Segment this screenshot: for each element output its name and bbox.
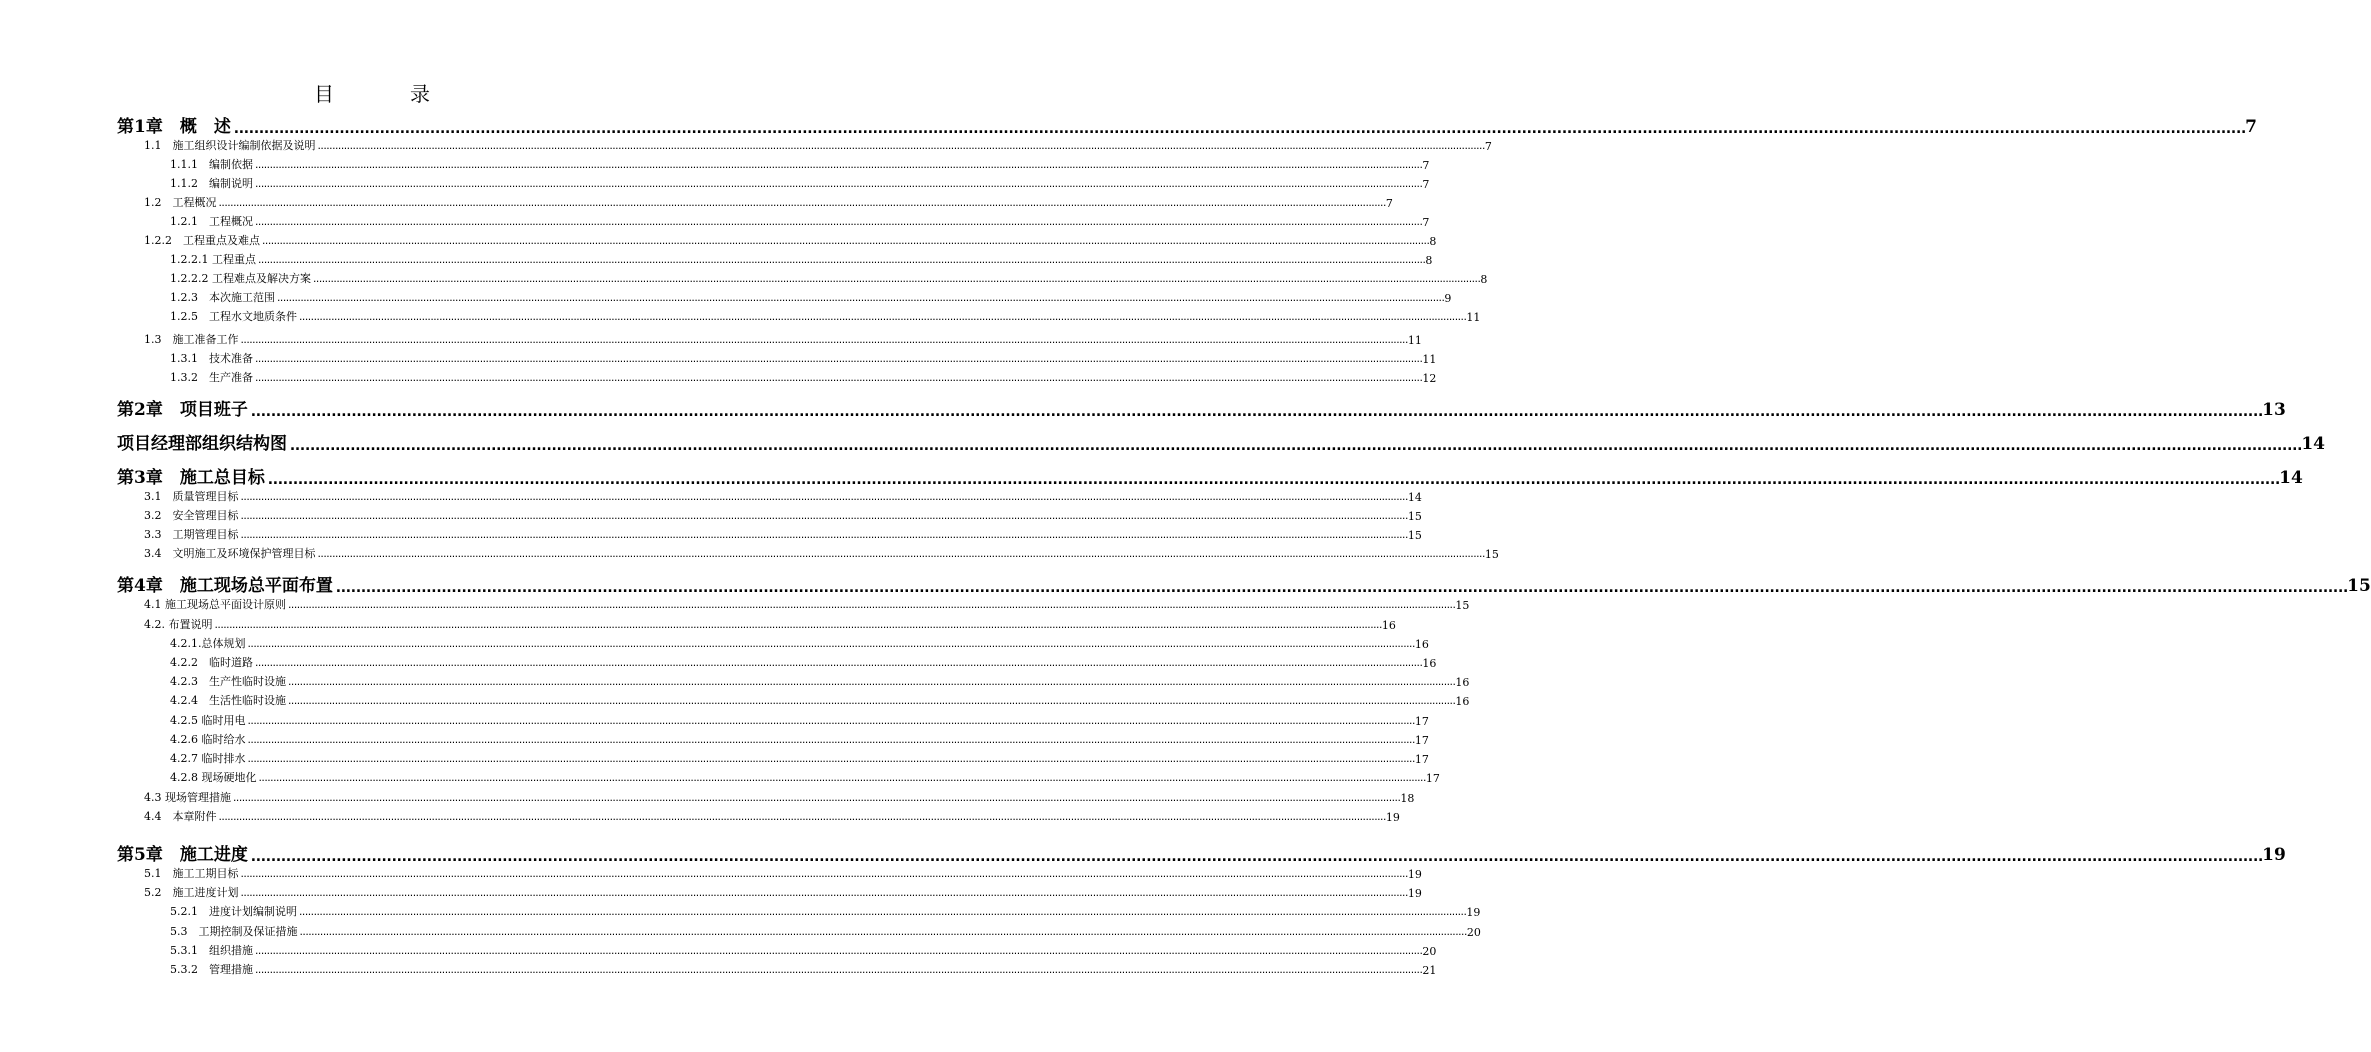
toc-entry-title: 第2章 项目班子 [117,400,248,420]
toc-entry-page: 18 [1400,792,1415,805]
toc-entry-title: 3.2 安全管理目标 [144,509,239,522]
dot-leader: ................................................................................................................................................................................................................................................................................................................................................................................................................ [232,794,1400,804]
toc-entry-title: 1.2.5 工程水文地质条件 [170,310,297,323]
dot-leader: ................................................................................................................................................................................................................................................................................................................................................................................................................ [239,512,1407,522]
toc-entry-title: 第5章 施工进度 [117,845,248,865]
toc-entry-page: 17 [1414,734,1429,747]
toc-entry-title: 4.3 现场管理措施 [144,791,231,804]
toc-entry-page: 14 [2301,434,2325,454]
dot-leader: ................................................................................................................................................................................................................................................................................................................................................................................................................ [298,928,1466,938]
dot-leader: ................................................................................................................................................................................................................................................................................................................................................................................................................ [217,199,1385,209]
dot-leader: ................................................................................................................................................................................................................................................................................................................................................................................................................ [254,947,1422,957]
dot-leader: ................................................................................................................................................................................................................................................................................................................................................................................................................ [239,531,1407,541]
toc-entry-title: 4.2.7 临时排水 [170,752,246,765]
toc-entry-title: 5.1 施工工期目标 [144,867,239,880]
toc-entry[interactable] [170,962,1437,977]
toc-entry[interactable] [170,214,1430,229]
toc-entry[interactable] [144,527,1422,542]
toc-entry-title: 5.2.1 进度计划编制说明 [170,905,297,918]
dot-leader: ................................................................................................................................................................................................................................................................................................................................................................................................................ [239,336,1407,346]
toc-entry-page: 21 [1422,964,1437,977]
toc-entry-title: 4.2.8 现场硬地化 [170,771,257,784]
toc-entry-page: 11 [1407,334,1422,347]
dot-leader: ................................................................................................................................................................................................................................................................................................................................................................................................................ [246,640,1414,650]
toc-entry[interactable] [170,636,1429,651]
dot-leader: ................................................................................................................................................................................................................................................................................................................................................................................................................ [276,294,1444,304]
toc-entry-title: 1.1.2 编制说明 [170,177,253,190]
toc-entry-title: 3.1 质量管理目标 [144,490,239,503]
toc-entry[interactable] [170,943,1437,958]
toc-entry-page: 7 [1385,197,1393,210]
dot-leader: ................................................................................................................................................................................................................................................................................................................................................................................................................ [248,847,2262,865]
dot-leader: ................................................................................................................................................................................................................................................................................................................................................................................................................ [246,717,1414,727]
dot-leader: ................................................................................................................................................................................................................................................................................................................................................................................................................ [246,755,1414,765]
dot-leader: ................................................................................................................................................................................................................................................................................................................................................................................................................ [248,402,2262,420]
toc-entry[interactable] [117,432,2325,454]
dot-leader: ................................................................................................................................................................................................................................................................................................................................................................................................................ [254,180,1422,190]
toc-entry-page: 19 [1466,906,1481,919]
toc-entry-title: 1.2.2.1 工程重点 [170,253,256,266]
toc-entry[interactable] [144,809,1400,824]
toc-entry-page: 20 [1422,945,1437,958]
toc-entry-title: 第4章 施工现场总平面布置 [117,576,333,596]
toc-entry-page: 11 [1422,353,1437,366]
dot-leader: ................................................................................................................................................................................................................................................................................................................................................................................................................ [298,313,1466,323]
toc-entry-title: 4.1 施工现场总平面设计原则 [144,598,286,611]
toc-entry-title: 4.2.3 生产性临时设施 [170,675,286,688]
toc-entry-page: 16 [1414,638,1429,651]
toc-entry[interactable] [144,508,1422,523]
toc-entry-page: 11 [1466,311,1481,324]
toc-entry-page: 8 [1429,235,1437,248]
dot-leader: ................................................................................................................................................................................................................................................................................................................................................................................................................ [333,578,2347,596]
toc-entry[interactable] [170,252,1433,267]
toc-entry-title: 项目经理部组织结构图 [117,434,287,454]
toc-entry-page: 17 [1414,753,1429,766]
toc-entry-page: 15 [1455,599,1470,612]
toc-entry[interactable] [144,885,1422,900]
toc-entry-title: 5.3.2 管理措施 [170,963,253,976]
toc-entry-page: 8 [1480,273,1488,286]
toc-entry[interactable] [170,290,1452,305]
dot-leader: ................................................................................................................................................................................................................................................................................................................................................................................................................ [254,966,1422,976]
toc-entry-title: 5.3.1 组织措施 [170,944,253,957]
toc-entry-title: 1.3 施工准备工作 [144,333,239,346]
toc-entry[interactable] [170,924,1481,939]
toc-entry-page: 19 [1385,811,1400,824]
toc-entry-page: 17 [1414,715,1429,728]
dot-leader: ................................................................................................................................................................................................................................................................................................................................................................................................................ [316,142,1484,152]
toc-entry-page: 7 [1422,216,1430,229]
toc-entry-title: 4.2.5 临时用电 [170,714,246,727]
toc-entry[interactable] [170,732,1429,747]
dot-leader: ................................................................................................................................................................................................................................................................................................................................................................................................................ [287,697,1455,707]
toc-entry[interactable] [170,351,1437,366]
toc-entry-title: 1.2.3 本次施工范围 [170,291,275,304]
dot-leader: ................................................................................................................................................................................................................................................................................................................................................................................................................ [254,355,1422,365]
toc-entry-title: 1.3.1 技术准备 [170,352,253,365]
toc-entry-page: 15 [1407,510,1422,523]
toc-entry-page: 15 [1484,548,1499,561]
dot-leader: ................................................................................................................................................................................................................................................................................................................................................................................................................ [254,659,1422,669]
dot-leader: ................................................................................................................................................................................................................................................................................................................................................................................................................ [257,774,1425,784]
toc-entry[interactable] [144,790,1415,805]
toc-entry[interactable] [144,546,1499,561]
dot-leader: ................................................................................................................................................................................................................................................................................................................................................................................................................ [261,237,1429,247]
toc-entry-page: 15 [2347,576,2371,596]
dot-leader: ................................................................................................................................................................................................................................................................................................................................................................................................................ [311,275,1480,285]
toc-entry[interactable] [170,693,1470,708]
toc-entry-title: 1.2.2.2 工程难点及解决方案 [170,272,311,285]
toc-entry-title: 第3章 施工总目标 [117,468,265,488]
toc-entry[interactable] [117,466,2303,488]
toc-entry-page: 19 [1407,868,1422,881]
toc-entry-title: 1.1 施工组织设计编制依据及说明 [144,139,316,152]
toc-entry[interactable] [170,370,1437,385]
toc-entry-title: 4.4 本章附件 [144,810,217,823]
toc-entry-title: 1.1.1 编制依据 [170,158,253,171]
toc-entry-page: 13 [2262,400,2286,420]
toc-entry[interactable] [117,843,2286,865]
toc-entry[interactable] [144,489,1422,504]
toc-entry[interactable] [170,751,1429,766]
toc-entry-title: 1.2.2 工程重点及难点 [144,234,260,247]
toc-entry-title: 1.2 工程概况 [144,196,217,209]
dot-leader: ................................................................................................................................................................................................................................................................................................................................................................................................................ [256,256,1425,266]
toc-entry[interactable] [170,271,1488,286]
toc-entry-page: 19 [1407,887,1422,900]
toc-entry-title: 3.3 工期管理目标 [144,528,239,541]
toc-entry[interactable] [144,617,1396,632]
toc-entry-title: 1.3.2 生产准备 [170,371,253,384]
toc-entry[interactable] [144,597,1470,612]
dot-leader: ................................................................................................................................................................................................................................................................................................................................................................................................................ [298,908,1466,918]
toc-entry-title: 4.2.1.总体规划 [170,637,246,650]
toc-entry-title: 4.2.2 临时道路 [170,656,253,669]
dot-leader: ................................................................................................................................................................................................................................................................................................................................................................................................................ [239,870,1407,880]
toc-entry[interactable] [144,195,1393,210]
dot-leader: ................................................................................................................................................................................................................................................................................................................................................................................................................ [265,470,2279,488]
dot-leader: ................................................................................................................................................................................................................................................................................................................................................................................................................ [213,621,1381,631]
toc-entry-page: 20 [1466,926,1481,939]
toc-entry-page: 15 [1407,529,1422,542]
toc-entry-page: 16 [1422,657,1437,670]
dot-leader: ................................................................................................................................................................................................................................................................................................................................................................................................................ [316,550,1484,560]
toc-entry[interactable] [144,138,1492,153]
dot-leader: ................................................................................................................................................................................................................................................................................................................................................................................................................ [254,161,1422,171]
dot-leader: ................................................................................................................................................................................................................................................................................................................................................................................................................ [217,813,1385,823]
toc-entry-page: 16 [1455,695,1470,708]
toc-entry[interactable] [170,176,1430,191]
dot-leader: ................................................................................................................................................................................................................................................................................................................................................................................................................ [231,119,2245,137]
toc-entry-page: 17 [1425,772,1440,785]
toc-entry[interactable] [117,115,2257,137]
toc-entry[interactable] [170,655,1437,670]
toc-entry-page: 12 [1422,372,1437,385]
toc-entry-title: 5.3 工期控制及保证措施 [170,925,298,938]
toc-entry[interactable] [170,713,1429,728]
page-title: 目 录 [314,82,458,106]
dot-leader: ................................................................................................................................................................................................................................................................................................................................................................................................................ [288,436,2301,454]
toc-entry-title: 4.2. 布置说明 [144,618,213,631]
dot-leader: ................................................................................................................................................................................................................................................................................................................................................................................................................ [287,601,1455,611]
toc-entry-page: 7 [1484,140,1492,153]
toc-entry-page: 7 [2245,117,2257,137]
toc-entry[interactable] [144,866,1422,881]
toc-entry[interactable] [170,309,1481,324]
toc-entry-title: 1.2.1 工程概况 [170,215,253,228]
toc-entry-page: 16 [1455,676,1470,689]
toc-entry[interactable] [170,674,1470,689]
dot-leader: ................................................................................................................................................................................................................................................................................................................................................................................................................ [239,889,1407,899]
toc-entry-page: 14 [1407,491,1422,504]
toc-entry-title: 3.4 文明施工及环境保护管理目标 [144,547,316,560]
toc-entry[interactable] [117,398,2286,420]
dot-leader: ................................................................................................................................................................................................................................................................................................................................................................................................................ [246,736,1414,746]
toc-entry-page: 7 [1422,159,1430,172]
dot-leader: ................................................................................................................................................................................................................................................................................................................................................................................................................ [287,678,1455,688]
toc-entry-page: 8 [1425,254,1433,267]
dot-leader: ................................................................................................................................................................................................................................................................................................................................................................................................................ [254,218,1422,228]
toc-entry-page: 14 [2279,468,2303,488]
toc-entry-title: 4.2.4 生活性临时设施 [170,694,286,707]
toc-entry[interactable] [117,574,2371,596]
toc-entry-title: 4.2.6 临时给水 [170,733,246,746]
toc-entry-page: 7 [1422,178,1430,191]
toc-entry[interactable] [170,770,1440,785]
toc-entry-page: 16 [1381,619,1396,632]
toc-entry-title: 5.2 施工进度计划 [144,886,239,899]
toc-entry-title: 第1章 概 述 [117,117,231,137]
dot-leader: ................................................................................................................................................................................................................................................................................................................................................................................................................ [239,493,1407,503]
toc-entry[interactable] [170,904,1481,919]
toc-entry-page: 19 [2262,845,2286,865]
toc-entry-page: 9 [1444,292,1452,305]
toc-entry[interactable] [144,332,1422,347]
toc-entry[interactable] [144,233,1437,248]
toc-entry[interactable] [170,157,1430,172]
dot-leader: ................................................................................................................................................................................................................................................................................................................................................................................................................ [254,374,1422,384]
